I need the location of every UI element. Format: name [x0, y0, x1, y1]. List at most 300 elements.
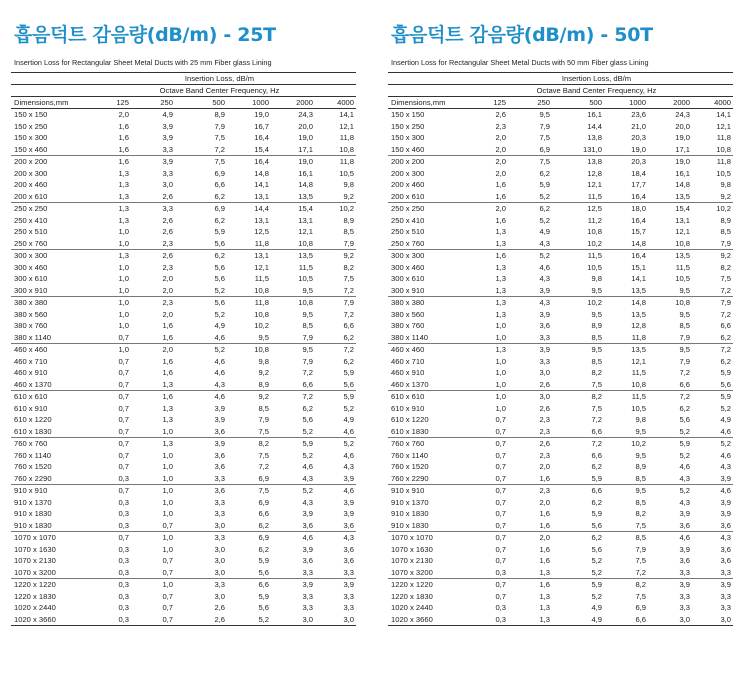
cell-value: 1,6 — [162, 356, 173, 366]
cell-value: 2,0 — [118, 110, 129, 119]
cell-value: 14,4 — [254, 204, 269, 213]
cell-dimension: 760 x 1140 — [391, 450, 429, 460]
cell-value: 9,2 — [343, 251, 354, 260]
cell-value: 2,6 — [175, 614, 227, 626]
cell-value: 3,6 — [214, 462, 225, 471]
cell-value: 8,5 — [552, 332, 604, 344]
cell-value: 13,5 — [648, 191, 692, 203]
cell-value: 9,5 — [635, 450, 646, 460]
cell-value: 5,9 — [302, 439, 313, 448]
cell-value: 9,5 — [648, 285, 692, 297]
header-frequency: 125 — [83, 97, 131, 109]
cell-value: 1,6 — [83, 144, 131, 156]
cell-value: 5,6 — [214, 274, 225, 283]
header-frequency: 2000 — [648, 97, 692, 109]
cell-value: 13,8 — [587, 133, 602, 142]
cell-value: 3,0 — [214, 556, 225, 565]
cell-value: 1,3 — [118, 168, 129, 178]
table-row — [388, 309, 733, 321]
cell-dimension: 910 x 1830 — [388, 520, 460, 532]
cell-value: 7,9 — [692, 238, 733, 250]
cell-value: 5,2 — [302, 486, 313, 495]
cell-value: 1,3 — [131, 379, 175, 391]
header-row-loss — [11, 73, 356, 85]
cell-dimension: 300 x 460 — [14, 262, 48, 272]
cell-value: 0,7 — [162, 556, 173, 565]
cell-value: 2,0 — [495, 157, 506, 166]
table-row — [11, 367, 356, 379]
cell-value: 1,3 — [495, 298, 506, 307]
cell-dimension: 1070 x 1070 — [14, 533, 56, 542]
cell-value: 4,6 — [679, 533, 690, 542]
table-row — [11, 461, 356, 473]
cell-value: 4,3 — [539, 298, 550, 307]
cell-value: 11,8 — [254, 298, 269, 307]
cell-value: 4,6 — [214, 368, 225, 377]
cell-value: 10,5 — [339, 168, 354, 178]
cell-value: 7,9 — [214, 121, 225, 131]
cell-value: 10,2 — [587, 298, 602, 307]
cell-value: 1,3 — [495, 309, 506, 319]
cell-value: 1,3 — [460, 238, 508, 250]
cell-value: 4,6 — [720, 486, 731, 495]
table-row — [11, 497, 356, 509]
cell-value: 0,3 — [460, 614, 508, 626]
cell-value: 5,6 — [315, 379, 356, 391]
cell-value: 10,5 — [298, 274, 313, 283]
cell-value: 2,3 — [162, 262, 173, 272]
cell-value: 13,1 — [254, 251, 269, 260]
cell-value: 1,6 — [539, 556, 550, 565]
table-row — [388, 262, 733, 274]
table-row — [11, 532, 356, 544]
cell-dimension: 150 x 150 — [14, 110, 48, 119]
cell-value: 11,8 — [716, 133, 731, 142]
cell-value: 3,0 — [315, 614, 356, 626]
cell-value: 1,0 — [495, 392, 506, 401]
cell-value: 2,3 — [539, 415, 550, 424]
cell-value: 7,2 — [692, 285, 733, 297]
cell-value: 3,9 — [692, 473, 733, 485]
cell-value: 10,2 — [339, 204, 354, 213]
cell-value: 13,1 — [227, 191, 271, 203]
cell-value: 3,3 — [214, 497, 225, 507]
header-blank — [11, 73, 83, 85]
cell-value: 131,0 — [552, 144, 604, 156]
table-row — [388, 403, 733, 415]
cell-dimension: 760 x 1520 — [14, 462, 52, 471]
cell-value: 6,6 — [258, 509, 269, 518]
cell-dimension: 250 x 510 — [14, 227, 48, 236]
cell-value: 6,2 — [227, 520, 271, 532]
table-row — [388, 285, 733, 297]
cell-value: 3,9 — [162, 133, 173, 142]
cell-value: 3,9 — [302, 509, 313, 518]
cell-dimension: 1020 x 2440 — [391, 603, 433, 612]
cell-value: 2,3 — [131, 238, 175, 250]
cell-value: 3,9 — [214, 403, 225, 413]
cell-dimension: 1020 x 2440 — [14, 603, 56, 612]
table-row — [11, 567, 356, 579]
cell-value: 14,4 — [587, 121, 602, 131]
cell-value: 17,1 — [271, 144, 315, 156]
cell-value: 3,3 — [343, 603, 354, 612]
cell-value: 1,6 — [118, 157, 129, 166]
table-row — [388, 391, 733, 403]
cell-dimension: 760 x 760 — [391, 439, 425, 448]
table-row — [11, 238, 356, 250]
cell-dimension: 610 x 1220 — [391, 415, 429, 424]
cell-value: 10,8 — [675, 298, 690, 307]
cell-value: 14,1 — [631, 274, 646, 283]
cell-value: 10,2 — [552, 238, 604, 250]
cell-dimension: 380 x 380 — [14, 298, 48, 307]
cell-value: 2,3 — [508, 426, 552, 438]
cell-dimension: 1070 x 3200 — [388, 567, 460, 579]
table-row — [388, 156, 733, 168]
cell-value: 0,7 — [460, 520, 508, 532]
header-frequency: 4000 — [315, 97, 356, 109]
cell-value: 14,1 — [254, 180, 269, 189]
cell-value: 8,2 — [343, 262, 354, 272]
cell-value: 7,5 — [214, 133, 225, 142]
cell-value: 8,5 — [635, 533, 646, 542]
header-row-columns — [388, 97, 733, 109]
cell-dimension: 200 x 460 — [391, 180, 425, 189]
cell-value: 2,6 — [495, 110, 506, 119]
table-row — [388, 273, 733, 285]
cell-value: 11,5 — [675, 262, 690, 272]
cell-value: 11,8 — [716, 157, 731, 166]
cell-value: 1,6 — [539, 544, 550, 554]
cell-value: 0,7 — [162, 591, 173, 601]
cell-value: 5,2 — [539, 251, 550, 260]
cell-value: 0,7 — [495, 497, 506, 507]
cell-value: 7,9 — [539, 121, 550, 131]
header-insertion-loss: Insertion Loss, dB/m — [460, 73, 733, 85]
cell-value: 7,2 — [258, 462, 269, 471]
cell-value: 9,2 — [692, 191, 733, 203]
cell-value: 0,7 — [495, 439, 506, 448]
cell-value: 8,9 — [343, 215, 354, 225]
cell-value: 14,8 — [254, 168, 269, 178]
cell-value: 0,7 — [118, 462, 129, 471]
cell-value: 1,0 — [460, 379, 508, 391]
cell-value: 1,3 — [83, 191, 131, 203]
cell-value: 6,2 — [539, 204, 550, 213]
table-row — [388, 567, 733, 579]
cell-value: 12,1 — [587, 180, 602, 189]
table-row — [11, 614, 356, 626]
cell-value: 6,2 — [214, 251, 225, 260]
cell-value: 0,7 — [495, 591, 506, 601]
cell-value: 7,5 — [635, 591, 646, 601]
cell-value: 10,8 — [254, 309, 269, 319]
cell-value: 10,2 — [254, 321, 269, 330]
table-row — [388, 168, 733, 180]
cell-value: 3,9 — [343, 509, 354, 518]
cell-value: 9,5 — [591, 345, 602, 354]
cell-dimension: 300 x 300 — [391, 251, 425, 260]
cell-value: 12,1 — [254, 262, 269, 272]
cell-dimension: 610 x 1830 — [11, 426, 83, 438]
cell-value: 19,0 — [254, 110, 269, 119]
cell-value: 7,9 — [271, 332, 315, 344]
cell-value: 10,5 — [716, 168, 731, 178]
cell-value: 6,6 — [648, 379, 692, 391]
cell-value: 7,9 — [635, 544, 646, 554]
cell-value: 0,3 — [118, 544, 129, 554]
cell-value: 11,5 — [298, 262, 313, 272]
cell-value: 1,3 — [495, 262, 506, 272]
cell-value: 7,5 — [720, 274, 731, 283]
cell-value: 3,9 — [720, 580, 731, 589]
cell-value: 16,4 — [254, 157, 269, 166]
header-dimensions: Dimensions,mm — [11, 97, 83, 109]
cell-value: 1,0 — [131, 473, 175, 485]
cell-value: 0,7 — [118, 533, 129, 542]
cell-value: 7,5 — [214, 157, 225, 166]
cell-value: 0,3 — [118, 509, 129, 518]
cell-value: 1,3 — [539, 591, 550, 601]
cell-value: 3,0 — [162, 180, 173, 189]
cell-dimension: 460 x 910 — [391, 368, 425, 377]
cell-value: 1,0 — [118, 227, 129, 236]
cell-value: 0,7 — [118, 415, 129, 424]
cell-value: 13,5 — [604, 285, 648, 297]
cell-dimension: 200 x 610 — [388, 191, 460, 203]
cell-value: 3,3 — [508, 332, 552, 344]
cell-value: 4,6 — [315, 426, 356, 438]
table-row — [388, 356, 733, 368]
cell-value: 4,3 — [175, 379, 227, 391]
cell-dimension: 910 x 1370 — [391, 497, 429, 507]
table-row — [11, 215, 356, 227]
page-title: 흡음덕트 감음량(dB/m) - 25T — [14, 24, 276, 46]
cell-dimension: 380 x 1140 — [11, 332, 83, 344]
cell-value: 0,7 — [495, 450, 506, 460]
cell-dimension: 1020 x 3660 — [11, 614, 83, 626]
cell-value: 0,3 — [118, 603, 129, 612]
header-frequency: 250 — [508, 97, 552, 109]
cell-value: 3,0 — [271, 614, 315, 626]
cell-value: 10,8 — [254, 345, 269, 354]
cell-value: 2,6 — [162, 251, 173, 260]
cell-value: 17,7 — [631, 180, 646, 189]
cell-value: 0,7 — [118, 356, 129, 366]
cell-value: 2,0 — [131, 285, 175, 297]
cell-value: 14,8 — [631, 298, 646, 307]
cell-value: 3,0 — [214, 591, 225, 601]
cell-value: 16,4 — [631, 251, 646, 260]
cell-value: 12,8 — [631, 321, 646, 330]
cell-value: 9,8 — [635, 415, 646, 424]
table-row — [11, 579, 356, 591]
cell-dimension: 460 x 1370 — [388, 379, 460, 391]
cell-value: 2,6 — [214, 603, 225, 612]
cell-value: 0,7 — [495, 415, 506, 424]
cell-value: 4,9 — [214, 321, 225, 330]
cell-dimension: 300 x 910 — [388, 285, 460, 297]
cell-value: 5,2 — [343, 439, 354, 448]
cell-value: 1,0 — [495, 356, 506, 366]
cell-value: 1,3 — [118, 180, 129, 189]
cell-value: 11,2 — [587, 215, 602, 225]
cell-value: 5,6 — [214, 262, 225, 272]
cell-value: 1,3 — [508, 567, 552, 579]
cell-value: 1,3 — [162, 403, 173, 413]
cell-value: 16,1 — [587, 110, 602, 119]
table-row — [11, 520, 356, 532]
cell-value: 6,6 — [552, 426, 604, 438]
cell-dimension: 610 x 1220 — [14, 415, 52, 424]
cell-value: 6,6 — [258, 580, 269, 589]
table-row — [388, 614, 733, 626]
cell-value: 4,6 — [214, 356, 225, 366]
cell-value: 5,6 — [227, 567, 271, 579]
cell-value: 16,4 — [604, 191, 648, 203]
cell-value: 0,7 — [118, 450, 129, 460]
header-row-frequency — [388, 85, 733, 97]
table-row — [11, 144, 356, 156]
cell-value: 5,9 — [720, 392, 731, 401]
cell-value: 0,7 — [118, 439, 129, 448]
cell-value: 0,3 — [495, 603, 506, 612]
cell-dimension: 910 x 1830 — [391, 509, 429, 518]
cell-value: 7,5 — [591, 403, 602, 413]
cell-dimension: 380 x 760 — [391, 321, 425, 330]
cell-value: 5,9 — [539, 180, 550, 189]
cell-value: 10,8 — [692, 144, 733, 156]
cell-dimension: 380 x 560 — [391, 309, 425, 319]
cell-value: 4,6 — [343, 450, 354, 460]
cell-value: 9,5 — [679, 309, 690, 319]
cell-dimension: 150 x 250 — [391, 121, 425, 131]
cell-value: 11,8 — [604, 332, 648, 344]
cell-dimension: 150 x 460 — [388, 144, 460, 156]
cell-value: 4,9 — [162, 110, 173, 119]
cell-value: 7,9 — [343, 298, 354, 307]
cell-value: 7,2 — [591, 415, 602, 424]
header-frequency: 4000 — [692, 97, 733, 109]
cell-value: 3,6 — [648, 520, 692, 532]
cell-value: 11,8 — [339, 133, 354, 142]
cell-value: 9,5 — [679, 345, 690, 354]
cell-value: 3,9 — [315, 473, 356, 485]
cell-value: 3,9 — [539, 309, 550, 319]
cell-value: 4,3 — [302, 497, 313, 507]
cell-value: 1,6 — [460, 191, 508, 203]
cell-value: 1,0 — [162, 580, 173, 589]
cell-value: 15,7 — [631, 227, 646, 236]
cell-value: 9,5 — [539, 110, 550, 119]
cell-value: 7,2 — [720, 345, 731, 354]
header-dimensions: Dimensions,mm — [388, 97, 460, 109]
cell-value: 7,2 — [302, 368, 313, 377]
cell-value: 3,3 — [162, 204, 173, 213]
cell-value: 4,3 — [539, 274, 550, 283]
cell-value: 12,1 — [675, 227, 690, 236]
table-row — [11, 285, 356, 297]
cell-dimension: 200 x 300 — [391, 168, 425, 178]
cell-value: 1,0 — [162, 462, 173, 471]
table-row — [11, 109, 356, 121]
cell-value: 9,5 — [302, 345, 313, 354]
cell-value: 19,0 — [675, 133, 690, 142]
cell-dimension: 610 x 610 — [391, 392, 425, 401]
cell-value: 9,2 — [258, 392, 269, 401]
cell-value: 0,3 — [118, 556, 129, 565]
cell-value: 8,9 — [591, 321, 602, 330]
table-row — [11, 450, 356, 462]
cell-value: 3,3 — [720, 603, 731, 612]
cell-value: 14,8 — [675, 180, 690, 189]
cell-value: 3,9 — [679, 544, 690, 554]
cell-value: 5,2 — [227, 614, 271, 626]
table-row — [388, 238, 733, 250]
cell-dimension: 380 x 380 — [391, 298, 425, 307]
cell-value: 7,9 — [720, 298, 731, 307]
cell-value: 21,0 — [631, 121, 646, 131]
cell-value: 13,1 — [298, 215, 313, 225]
cell-value: 1,3 — [495, 345, 506, 354]
table-row — [11, 132, 356, 144]
cell-dimension: 1220 x 1830 — [14, 591, 56, 601]
table-row — [388, 226, 733, 238]
cell-dimension: 1070 x 1070 — [391, 533, 433, 542]
cell-value: 3,9 — [214, 415, 225, 424]
cell-value: 11,5 — [552, 191, 604, 203]
cell-value: 0,7 — [460, 426, 508, 438]
cell-value: 24,3 — [298, 110, 313, 119]
cell-dimension: 460 x 910 — [14, 368, 48, 377]
cell-value: 12,5 — [587, 204, 602, 213]
cell-value: 1,6 — [118, 133, 129, 142]
cell-value: 8,2 — [591, 368, 602, 377]
cell-value: 1,0 — [83, 285, 131, 297]
cell-value: 7,2 — [302, 392, 313, 401]
cell-value: 7,2 — [591, 439, 602, 448]
header-frequency: 250 — [131, 97, 175, 109]
cell-dimension: 760 x 760 — [14, 439, 48, 448]
table-row — [388, 544, 733, 556]
cell-dimension: 380 x 1140 — [388, 332, 460, 344]
table-row — [388, 497, 733, 509]
cell-value: 2,0 — [495, 168, 506, 178]
cell-value: 10,5 — [675, 274, 690, 283]
cell-value: 6,9 — [508, 144, 552, 156]
cell-value: 5,9 — [258, 556, 269, 565]
table-row — [388, 332, 733, 344]
cell-value: 3,0 — [214, 544, 225, 554]
cell-value: 15,4 — [227, 144, 271, 156]
cell-value: 5,2 — [539, 215, 550, 225]
cell-dimension: 610 x 910 — [391, 403, 425, 413]
cell-value: 5,6 — [679, 415, 690, 424]
cell-value: 7,5 — [343, 274, 354, 283]
cell-value: 9,2 — [258, 368, 269, 377]
cell-value: 5,2 — [343, 403, 354, 413]
cell-value: 2,0 — [495, 133, 506, 142]
cell-value: 13,5 — [675, 251, 690, 260]
cell-dimension: 200 x 460 — [14, 180, 48, 189]
header-frequency: 500 — [175, 97, 227, 109]
cell-dimension: 910 x 1830 — [11, 520, 83, 532]
cell-value: 19,0 — [298, 157, 313, 166]
cell-value: 6,9 — [635, 603, 646, 612]
cell-value: 1,3 — [539, 603, 550, 612]
cell-value: 24,3 — [675, 110, 690, 119]
